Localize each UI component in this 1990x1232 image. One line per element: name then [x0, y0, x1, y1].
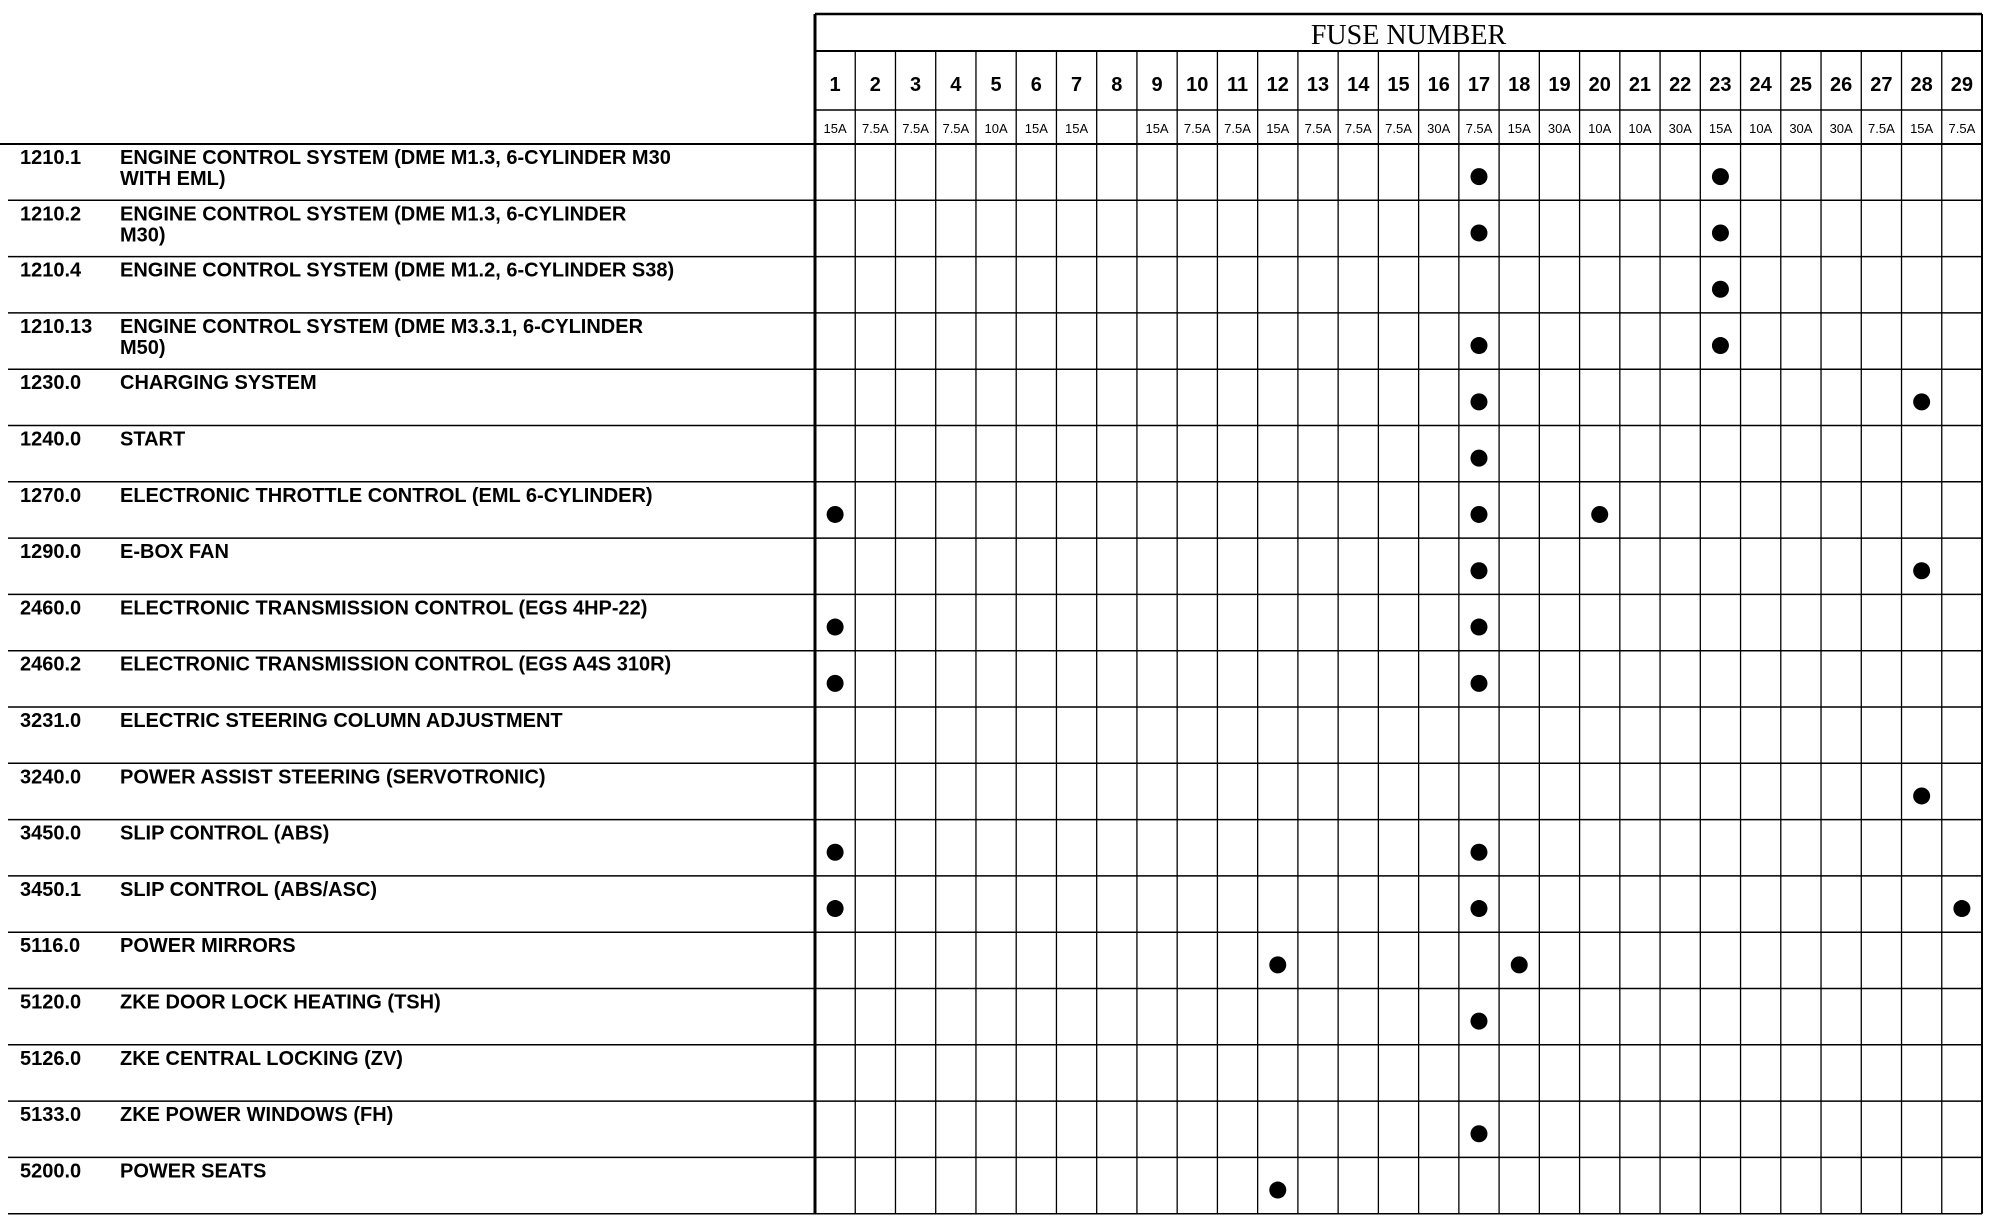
fuse-number-9: 9: [1151, 74, 1163, 96]
fuse-number-27: 27: [1870, 74, 1893, 96]
fuse-number-2: 2: [869, 74, 881, 96]
fuse-dot-1230.0-28: [1913, 393, 1930, 410]
system-code: 2460.0: [20, 597, 82, 620]
fuse-rating-29: 7.5A: [1948, 121, 1976, 136]
system-code: 1210.4: [20, 259, 82, 282]
system-code: 1230.0: [20, 372, 82, 395]
system-description: ELECTRIC STEERING COLUMN ADJUSTMENT: [120, 710, 563, 732]
fuse-dot-2460.0-17: [1470, 619, 1487, 636]
system-description: ELECTRONIC THROTTLE CONTROL (EML 6-CYLINDER): [120, 484, 653, 507]
fuse-number-17: 17: [1467, 74, 1491, 96]
system-description: SLIP CONTROL (ABS): [120, 822, 330, 845]
system-description: ZKE POWER WINDOWS (FH): [120, 1104, 394, 1127]
fuse-rating-17: 7.5A: [1465, 121, 1493, 136]
fuse-number-28: 28: [1910, 74, 1933, 96]
fuse-number-title: FUSE NUMBER: [1310, 20, 1507, 51]
fuse-dot-5200.0-12: [1269, 1182, 1286, 1199]
fuse-dot-3450.1-29: [1953, 900, 1970, 917]
system-description: M30): [120, 224, 166, 247]
system-code: 3231.0: [20, 710, 82, 732]
system-code: 1210.13: [20, 315, 93, 338]
fuse-rating-2: 7.5A: [861, 121, 889, 136]
fuse-number-6: 6: [1030, 74, 1042, 96]
fuse-rating-12: 15A: [1266, 121, 1290, 136]
fuse-number-15: 15: [1387, 74, 1410, 96]
fuse-dot-5116.0-18: [1511, 956, 1528, 973]
fuse-number-20: 20: [1588, 74, 1611, 96]
fuse-rating-4: 7.5A: [942, 121, 970, 136]
fuse-dot-3240.0-28: [1913, 787, 1930, 804]
fuse-rating-1: 15A: [823, 121, 847, 136]
fuse-number-18: 18: [1508, 74, 1531, 96]
fuse-rating-5: 10A: [984, 121, 1008, 136]
fuse-dot-2460.2-1: [827, 675, 844, 692]
fuse-dot-3450.0-1: [827, 844, 844, 861]
fuse-rating-15: 7.5A: [1385, 121, 1412, 136]
fuse-rating-16: 30A: [1427, 121, 1451, 136]
fuse-number-16: 16: [1427, 74, 1450, 96]
fuse-number-7: 7: [1071, 74, 1083, 96]
fuse-rating-13: 7.5A: [1304, 121, 1332, 136]
fuse-rating-9: 15A: [1145, 121, 1169, 136]
system-description: CHARGING SYSTEM: [120, 372, 317, 395]
fuse-number-4: 4: [950, 74, 962, 96]
system-code: 2460.2: [20, 653, 82, 676]
fuse-rating-11: 7.5A: [1224, 121, 1251, 136]
fuse-rating-10: 7.5A: [1183, 121, 1211, 136]
system-code: 3450.0: [20, 822, 82, 845]
fuse-dot-1210.13-17: [1470, 337, 1487, 354]
fuse-dot-1290.0-17: [1470, 562, 1487, 579]
fuse-dot-2460.0-1: [827, 619, 844, 636]
fuse-dot-1210.2-17: [1470, 224, 1487, 241]
fuse-dot-5120.0-17: [1470, 1013, 1487, 1030]
system-description: START: [120, 428, 186, 451]
system-description: ELECTRONIC TRANSMISSION CONTROL (EGS A4S 310R): [120, 653, 672, 676]
fuse-number-1: 1: [829, 74, 841, 96]
fuse-rating-7: 15A: [1064, 121, 1089, 136]
fuse-number-23: 23: [1709, 74, 1732, 96]
fuse-rating-25: 30A: [1789, 121, 1813, 136]
fuse-rating-22: 30A: [1668, 121, 1692, 136]
fuse-dot-1270.0-20: [1591, 506, 1608, 523]
fuse-rating-24: 10A: [1749, 121, 1773, 136]
fuse-rating-6: 15A: [1024, 121, 1048, 136]
fuse-dot-2460.2-17: [1470, 675, 1487, 692]
system-code: 3240.0: [20, 766, 82, 789]
fuse-rating-23: 15A: [1708, 121, 1733, 136]
fuse-dot-1210.1-17: [1470, 168, 1487, 185]
fuse-dot-1270.0-17: [1470, 506, 1487, 523]
fuse-dot-1210.2-23: [1712, 224, 1729, 241]
system-description: ENGINE CONTROL SYSTEM (DME M1.2, 6-CYLINDER S38): [120, 259, 675, 282]
fuse-number-14: 14: [1347, 74, 1370, 96]
fuse-rating-19: 30A: [1547, 121, 1572, 136]
fuse-number-21: 21: [1628, 74, 1652, 96]
system-code: 5116.0: [20, 935, 81, 958]
fuse-dot-1270.0-1: [827, 506, 844, 523]
system-description: ELECTRONIC TRANSMISSION CONTROL (EGS 4HP-22): [120, 597, 648, 620]
fuse-dot-1210.13-23: [1712, 337, 1729, 354]
fuse-number-22: 22: [1669, 74, 1692, 96]
system-code: 1270.0: [20, 484, 82, 507]
fuse-rating-18: 15A: [1507, 121, 1531, 136]
fuse-dot-5116.0-12: [1269, 956, 1286, 973]
fuse-number-24: 24: [1749, 74, 1772, 96]
fuse-number-29: 29: [1950, 74, 1974, 96]
system-code: 1210.2: [20, 203, 82, 226]
fuse-rating-28: 15A: [1910, 121, 1934, 136]
fuse-dot-1230.0-17: [1470, 393, 1487, 410]
fuse-rating-27: 7.5A: [1868, 121, 1895, 136]
system-code: 5120.0: [20, 991, 82, 1014]
system-description: ENGINE CONTROL SYSTEM (DME M3.3.1, 6-CYLINDER: [120, 315, 644, 338]
system-description: ZKE DOOR LOCK HEATING (TSH): [120, 991, 441, 1014]
system-description: M50): [120, 336, 166, 359]
system-code: 1210.1: [20, 147, 82, 169]
fuse-dot-3450.1-17: [1470, 900, 1487, 917]
system-description: E-BOX FAN: [120, 541, 229, 564]
system-code: 5200.0: [20, 1160, 82, 1183]
fuse-dot-1210.4-23: [1712, 281, 1729, 298]
fuse-dot-1290.0-28: [1913, 562, 1930, 579]
fuse-rating-3: 7.5A: [902, 121, 929, 136]
system-code: 3450.1: [20, 878, 82, 901]
fuse-dot-1210.1-23: [1712, 168, 1729, 185]
system-description: ENGINE CONTROL SYSTEM (DME M1.3, 6-CYLINDER M30: [120, 147, 671, 169]
fuse-number-25: 25: [1789, 74, 1813, 96]
fuse-number-26: 26: [1830, 74, 1853, 96]
fuse-number-5: 5: [990, 74, 1002, 96]
fuse-number-13: 13: [1306, 74, 1330, 96]
fuse-rating-14: 7.5A: [1344, 121, 1372, 136]
system-code: 5126.0: [20, 1047, 82, 1070]
fuse-number-12: 12: [1266, 74, 1289, 96]
fuse-dot-5133.0-17: [1470, 1125, 1487, 1142]
fuse-number-11: 11: [1226, 74, 1249, 96]
fuse-dot-1240.0-17: [1470, 450, 1487, 467]
system-description: POWER SEATS: [120, 1160, 267, 1183]
system-code: 5133.0: [20, 1104, 82, 1127]
system-code: 1290.0: [20, 541, 82, 564]
fuse-rating-20: 10A: [1588, 121, 1612, 136]
fuse-dot-3450.1-1: [827, 900, 844, 917]
fuse-number-3: 3: [910, 74, 922, 96]
fuse-rating-21: 10A: [1628, 121, 1652, 136]
system-description: WITH EML): [120, 168, 226, 190]
system-description: POWER ASSIST STEERING (SERVOTRONIC): [120, 766, 546, 789]
fuse-number-19: 19: [1548, 74, 1571, 96]
system-description: SLIP CONTROL (ABS/ASC): [120, 878, 378, 901]
fuse-dot-3450.0-17: [1470, 844, 1487, 861]
system-description: ENGINE CONTROL SYSTEM (DME M1.3, 6-CYLINDER: [120, 203, 627, 226]
fuse-number-10: 10: [1186, 74, 1209, 96]
system-description: ZKE CENTRAL LOCKING (ZV): [120, 1047, 403, 1070]
fuse-number-8: 8: [1111, 74, 1123, 96]
fuse-rating-26: 30A: [1829, 121, 1853, 136]
system-code: 1240.0: [20, 428, 82, 451]
system-description: POWER MIRRORS: [120, 935, 296, 958]
